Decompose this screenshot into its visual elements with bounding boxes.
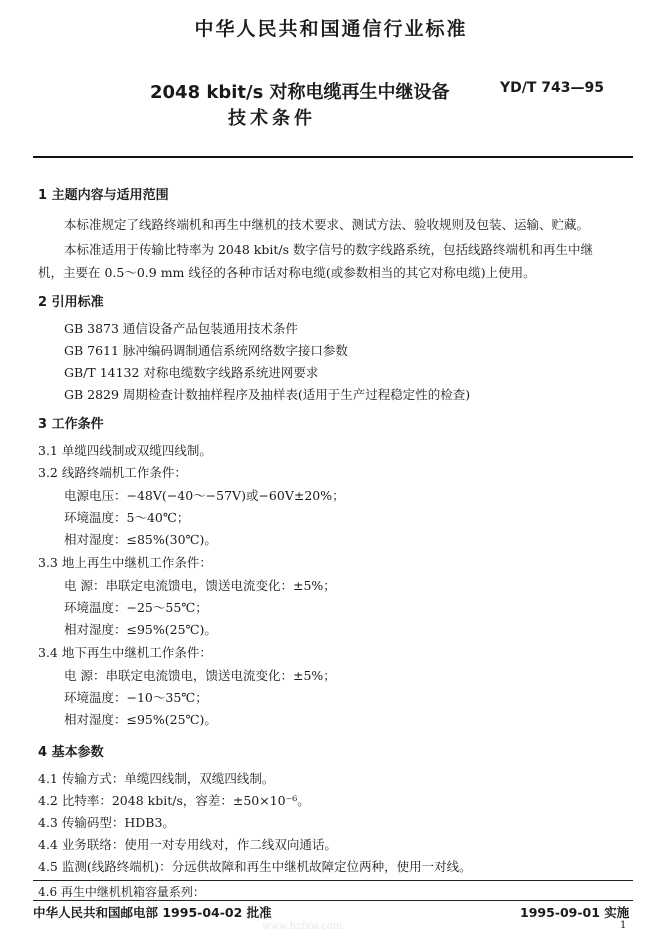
footer-rule (33, 900, 633, 901)
clause-3-1: 3.1 单缆四线制或双缆四线制。 (38, 443, 212, 458)
footer-divider-top (33, 880, 633, 881)
reference-item: GB 7611 脉冲编码调制通信系统网络数字接口参数 (64, 343, 348, 358)
reference-item: GB 2829 周期检查计数抽样程序及抽样表(适用于生产过程稳定性的检查) (64, 387, 471, 402)
clause-4-1: 4.1 传输方式：单缆四线制，双缆四线制。 (38, 771, 275, 786)
clause-3-4-power: 电 源：串联定电流馈电，馈送电流变化：±5%； (64, 668, 336, 683)
standard-title-line2: 技术条件 (228, 108, 316, 129)
standard-title-line1: 2048 kbit/s 对称电缆再生中继设备 (150, 82, 450, 103)
section-3-heading: 3 工作条件 (38, 417, 104, 432)
clause-4-5: 4.5 监测(线路终端机)：分远供故障和再生中继机故障定位两种，使用一对线。 (38, 859, 472, 874)
section-1-heading: 1 主题内容与适用范围 (38, 188, 169, 203)
clause-3-2: 3.2 线路终端机工作条件： (38, 465, 187, 480)
reference-item: GB/T 14132 对称电缆数字线路系统进网要求 (64, 365, 319, 380)
clause-3-4-humidity: 相对湿度：≤95%(25℃)。 (64, 712, 217, 727)
clause-3-2-humidity: 相对湿度：≤85%(30℃)。 (64, 532, 217, 547)
watermark: www.bzfxw.com (262, 921, 343, 932)
clause-4-2: 4.2 比特率：2048 kbit/s，容差：±50×10⁻⁶。 (38, 793, 310, 808)
clause-4-3: 4.3 传输码型：HDB3。 (38, 815, 175, 830)
clause-3-3-humidity: 相对湿度：≤95%(25℃)。 (64, 622, 217, 637)
clause-3-2-temperature: 环境温度：5～40℃； (64, 510, 190, 525)
section-1-para-1: 本标准规定了线路终端机和再生中继机的技术要求、测试方法、验收规则及包装、运输、贮藏。 (64, 217, 590, 232)
standard-number: YD/T 743—95 (500, 80, 605, 96)
page-number: 1 (620, 920, 627, 931)
issuer-heading: 中华人民共和国通信行业标准 (194, 18, 468, 40)
clause-3-4-temperature: 环境温度：−10～35℃； (64, 690, 208, 705)
clause-3-3-power: 电 源：串联定电流馈电，馈送电流变化：±5%； (64, 578, 336, 593)
section-4-heading: 4 基本参数 (38, 745, 104, 760)
clause-3-2-voltage: 电源电压：−48V(−40～−57V)或−60V±20%； (64, 488, 345, 503)
implementation-date: 1995-09-01 实施 (520, 905, 630, 920)
clause-3-3: 3.3 地上再生中继机工作条件： (38, 555, 212, 570)
header-divider (33, 156, 633, 158)
clause-3-3-temperature: 环境温度：−25～55℃； (64, 600, 208, 615)
section-2-heading: 2 引用标准 (38, 295, 104, 310)
clause-3-4: 3.4 地下再生中继机工作条件： (38, 645, 212, 660)
approval-line: 中华人民共和国邮电部 1995-04-02 批准 (33, 905, 272, 920)
section-1-para-2-line-2: 机，主要在 0.5～0.9 mm 线径的各种市话对称电缆(或参数相当的其它对称电缆)上使用。 (38, 265, 536, 280)
clause-4-4: 4.4 业务联络：使用一对专用线对，作二线双向通话。 (38, 837, 337, 852)
section-1-para-2-line-1: 本标准适用于传输比特率为 2048 kbit/s 数字信号的数字线路系统，包括线路终端机和再生中继 (64, 242, 593, 257)
clause-4-6: 4.6 再生中继机机箱容量系列： (38, 885, 205, 899)
reference-item: GB 3873 通信设备产品包装通用技术条件 (64, 321, 298, 336)
